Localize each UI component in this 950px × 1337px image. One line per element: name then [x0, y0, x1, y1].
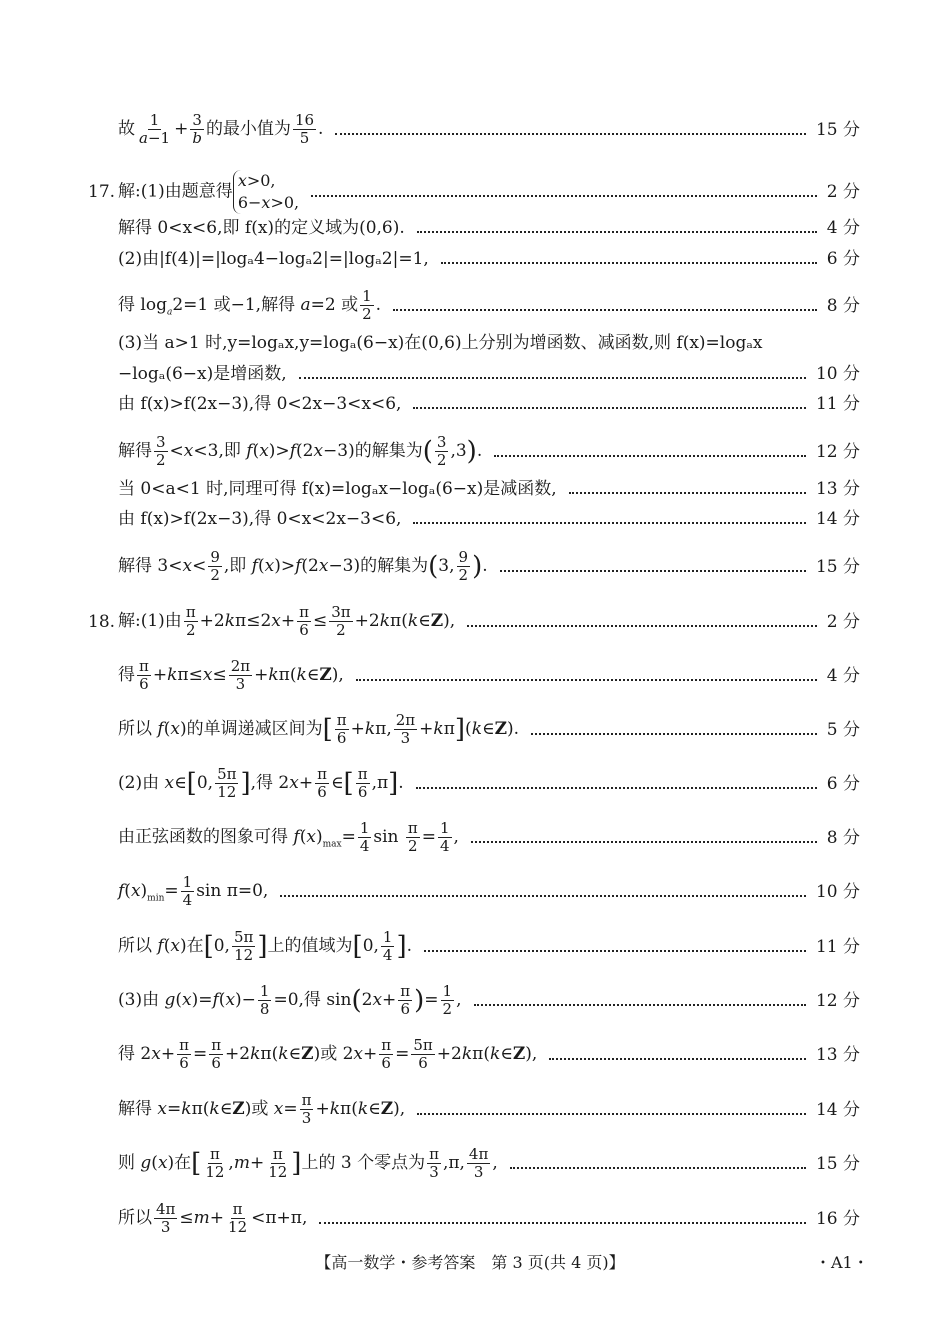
score-label: 6 分 — [826, 773, 860, 794]
leader-dots — [474, 1004, 806, 1006]
score-label: 2 分 — [826, 182, 860, 202]
score-label: 5 分 — [826, 719, 860, 740]
leader-dots — [417, 231, 817, 233]
math-render: 所以 $\frac{4\pi}{3}$ ≤m+ $\frac{\pi}{12}$ <π+π, — [118, 1200, 308, 1236]
line-text: (3)当 a>1 时,y=logₐx,y=logₐ(6−x)在(0,6)上分别为增函数、减函数,则 f(x)=logₐx — [118, 333, 763, 353]
footer-code: ・A1・ — [815, 1253, 869, 1272]
line-text: 由 f(x)>f(2x−3),得 0<x<2x−3<6, — [118, 509, 402, 529]
score-label: 16 分 — [815, 1208, 860, 1229]
answer-line — [118, 658, 860, 693]
score-label: 10 分 — [815, 364, 860, 384]
math-render: 解得 x=kπ(k∈Z)或 x= $\frac{\pi}{3}$ +kπ(k∈Z), — [118, 1091, 406, 1127]
score-label: 2 分 — [826, 611, 860, 632]
answer-line — [118, 477, 860, 501]
line-text: (2)由|f(4)|=|logₐ4−logₐ2|=|logₐ2|=1, — [118, 249, 429, 269]
leader-dots — [413, 407, 806, 409]
score-label: 15 分 — [815, 1153, 860, 1174]
score-label: 13 分 — [815, 1044, 860, 1065]
line-text: −logₐ(6−x)是增函数, — [118, 364, 287, 384]
answer-line — [118, 216, 860, 240]
score-label: 15 分 — [815, 119, 860, 140]
leader-dots — [500, 570, 806, 572]
score-label: 14 分 — [815, 509, 860, 529]
answer-line — [118, 983, 860, 1018]
math-render: 得 $\frac{\pi}{6}$ +kπ≤x≤ $\frac{2\pi}{3}$ +kπ(k∈Z), — [118, 657, 344, 693]
answer-line — [118, 712, 860, 747]
answer-line — [118, 112, 860, 147]
leader-dots — [299, 377, 806, 379]
answer-line — [118, 247, 860, 271]
leader-dots — [356, 679, 817, 681]
score-label: 12 分 — [815, 441, 860, 462]
leader-dots — [424, 950, 806, 952]
math-render: $f(x)_{min}=$ $\frac{1}{4}$ sin π=0, — [118, 873, 269, 909]
answer-line — [118, 874, 860, 910]
leader-dots — [494, 455, 806, 457]
answer-line — [118, 1092, 860, 1127]
score-label: 14 分 — [815, 1099, 860, 1120]
math-render: 解:(1)由题意得 x>0, 6−x>0, — [118, 171, 300, 212]
answer-line — [88, 170, 860, 214]
math-render: 解:(1)由 $\frac{\pi}{2}$ +2kπ≤2x+ $\frac{\pi}{6}$ ≤ $\frac{3\pi}{2}$ +2kπ(k∈Z), — [118, 603, 456, 639]
math-render: 所以 f(x)的单调递减区间为[ $\frac{\pi}{6}$ +kπ, $\frac{2\pi}{3}$ +kπ](k∈Z). — [118, 711, 520, 747]
leader-dots — [311, 195, 817, 197]
score-label: 10 分 — [815, 882, 860, 903]
question-number: 17. — [88, 182, 116, 202]
math-render: (3)由 g(x)=f(x)− $\frac{1}{8}$ =0,得 sin(2x+ $\frac{\pi}{6}$ )= $\frac{1}{2}$ , — [118, 982, 462, 1018]
answer-line — [118, 549, 860, 584]
leader-dots — [280, 895, 806, 897]
math-render: 由正弦函数的图象可得 $f(x)_{max}=$ $\frac{1}{4}$ sin $\frac{\pi}{2}$ = $\frac{1}{4}$ , — [118, 819, 459, 855]
score-label: 4 分 — [826, 218, 860, 238]
score-label: 8 分 — [826, 296, 860, 317]
leader-dots — [393, 309, 817, 311]
line-text: 解得 0<x<6,即 f(x)的定义域为(0,6). — [118, 218, 405, 238]
answer-line — [118, 331, 860, 355]
answer-line — [118, 820, 860, 856]
score-label: 11 分 — [815, 394, 860, 414]
leader-dots — [549, 1058, 806, 1060]
leader-dots — [416, 787, 817, 789]
line-text: 当 0<a<1 时,同理可得 f(x)=logₐx−logₐ(6−x)是减函数, — [118, 479, 557, 499]
math-render: 故 $\frac{1}{a-1}$ + $\frac{3}{b}$ 的最小值为 $\frac{16}{5}$ . — [118, 111, 324, 147]
score-label: 6 分 — [826, 249, 860, 269]
leader-dots — [417, 1113, 806, 1115]
score-label: 15 分 — [815, 556, 860, 577]
answer-line — [118, 929, 860, 964]
leader-dots — [471, 841, 817, 843]
answer-line — [88, 603, 860, 639]
math-render: 解得 3<x< $\frac{9}{2}$ ,即 f(x)>f(2x−3)的解集为(3, $\frac{9}{2}$ ). — [118, 548, 488, 584]
leader-dots — [413, 522, 806, 524]
leader-dots — [510, 1167, 806, 1169]
math-render: 得 2x+ $\frac{\pi}{6}$ = $\frac{\pi}{6}$ +2kπ(k∈Z)或 2x+ $\frac{\pi}{6}$ = $\frac{5\pi}{6}$ +2kπ(k∈Z), — [118, 1036, 538, 1072]
math-render: 解得 $\frac{3}{2}$ <x<3,即 f(x)>f(2x−3)的解集为( $\frac{3}{2}$ ,3). — [118, 433, 483, 469]
score-label: 4 分 — [826, 665, 860, 686]
leader-dots — [319, 1222, 806, 1224]
answer-line — [118, 1037, 860, 1072]
line-text: 由 f(x)>f(2x−3),得 0<2x−3<x<6, — [118, 394, 402, 414]
leader-dots — [441, 262, 817, 264]
answer-line — [118, 766, 860, 801]
score-label: 11 分 — [815, 936, 860, 957]
math-render: 则 g(x)在[ $\frac{\pi}{12}$ ,m+ $\frac{\pi}{12}$ ]上的 3 个零点为 $\frac{\pi}{3}$ ,π, $\frac{4\pi}{3}$ , — [118, 1145, 498, 1181]
answer-line — [118, 362, 860, 386]
math-render: 得 $\log_a2=1$ 或−1,解得 a=2 或 $\frac{1}{2}$ . — [118, 287, 382, 323]
score-label: 12 分 — [815, 990, 860, 1011]
answer-line — [118, 1201, 860, 1236]
answer-line — [118, 392, 860, 416]
score-label: 8 分 — [826, 828, 860, 849]
math-render: (2)由 x∈[0, $\frac{5\pi}{12}$ ],得 2x+ $\frac{\pi}{6}$ ∈[ $\frac{\pi}{6}$ ,π]. — [118, 765, 404, 801]
footer-title: 【高一数学・参考答案 第 3 页(共 4 页)】 — [315, 1253, 625, 1272]
math-render: 所以 f(x)在[0, $\frac{5\pi}{12}$ ]上的值域为[0, $\frac{1}{4}$ ]. — [118, 928, 413, 964]
score-label: 13 分 — [815, 479, 860, 499]
leader-dots — [467, 625, 817, 627]
leader-dots — [335, 133, 806, 135]
answer-line — [118, 434, 860, 469]
answer-line — [118, 507, 860, 531]
answer-line — [118, 288, 860, 324]
leader-dots — [569, 492, 806, 494]
question-number: 18. — [88, 611, 116, 632]
leader-dots — [531, 733, 817, 735]
answer-line — [118, 1146, 860, 1181]
